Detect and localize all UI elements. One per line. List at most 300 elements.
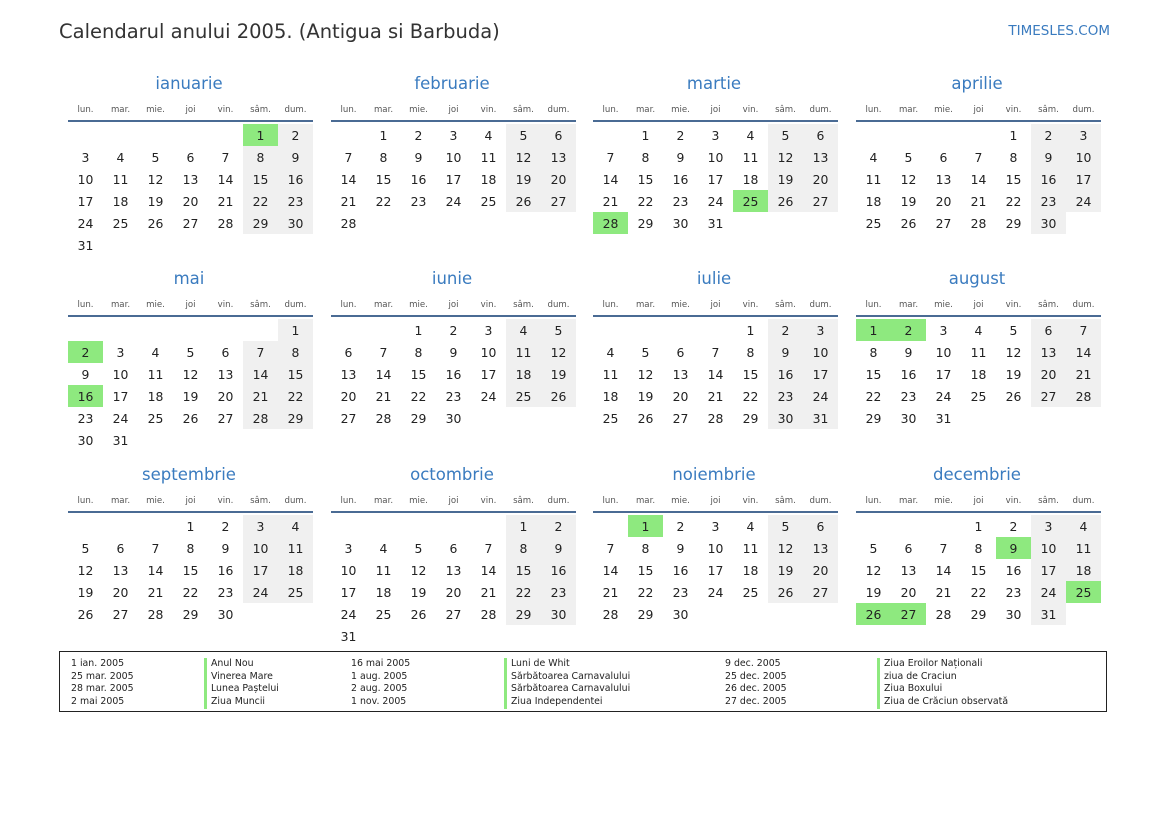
weekday-label: dum. [284, 300, 307, 310]
day-cell: 19 [506, 168, 541, 190]
weekday-label: mar. [373, 105, 394, 115]
day-cell: 23 [217, 584, 234, 600]
day-cell: 7 [151, 540, 160, 556]
day-cell: 19 [900, 193, 917, 209]
day-cell: 3 [711, 518, 720, 534]
day-cell: 15 [182, 562, 199, 578]
day-cell: 1 [1009, 127, 1018, 143]
day-cell: 13 [541, 146, 576, 168]
day-cell: 9 [221, 540, 230, 556]
empty-cell [138, 515, 173, 537]
day-cell: 17 [445, 171, 462, 187]
weekday-header [68, 100, 314, 120]
holiday-day-cell: 1 [856, 319, 891, 341]
day-cell: 20 [182, 193, 199, 209]
weekday-label: lun. [340, 300, 357, 310]
month-calendar [331, 268, 577, 429]
empty-cell [401, 515, 436, 537]
weekday-label: dum. [547, 105, 570, 115]
day-cell: 5 [81, 540, 90, 556]
empty-cell [593, 515, 628, 537]
day-cell: 22 [637, 584, 654, 600]
weekday-header [856, 491, 1102, 511]
legend-date: 2 mai 2005 [71, 696, 125, 708]
day-cell: 6 [344, 344, 353, 360]
weekday-label: dum. [809, 496, 832, 506]
day-cell: 17 [340, 584, 357, 600]
day-cell: 19 [637, 388, 654, 404]
holiday-day-cell: 26 [856, 603, 891, 625]
day-cell: 18 [865, 193, 882, 209]
month-name: aprilie [951, 74, 1003, 93]
day-cell: 16 [217, 562, 234, 578]
day-cell: 2 [541, 515, 576, 537]
day-grid [856, 515, 1102, 625]
day-cell: 15 [1005, 171, 1022, 187]
day-cell: 12 [637, 366, 654, 382]
weekday-label: mie. [934, 105, 953, 115]
month-name: iulie [696, 269, 732, 288]
day-cell: 30 [672, 606, 689, 622]
day-cell: 25 [112, 215, 129, 231]
header-rule [68, 511, 313, 513]
day-cell: 20 [217, 388, 234, 404]
legend-holiday: Luni de Whit [504, 658, 630, 671]
weekday-label: mar. [110, 496, 131, 506]
day-cell: 10 [480, 344, 497, 360]
empty-cell [208, 319, 243, 341]
day-cell: 7 [221, 149, 230, 165]
day-cell: 6 [221, 344, 230, 360]
day-cell: 30 [445, 410, 462, 426]
day-cell: 11 [375, 562, 392, 578]
day-cell: 6 [1031, 319, 1066, 341]
weekday-label: vin. [742, 105, 759, 115]
empty-cell [331, 515, 366, 537]
day-cell: 16 [410, 171, 427, 187]
weekday-label: mie. [146, 496, 165, 506]
day-cell: 23 [900, 388, 917, 404]
day-cell: 30 [541, 603, 576, 625]
weekday-label: lun. [77, 496, 94, 506]
legend-holiday: Ziua Independentei [504, 696, 630, 709]
day-cell: 15 [970, 562, 987, 578]
weekday-label: dum. [1072, 300, 1095, 310]
day-cell: 25 [742, 584, 759, 600]
day-cell: 14 [602, 562, 619, 578]
day-cell: 20 [1031, 363, 1066, 385]
empty-cell [68, 319, 103, 341]
day-cell: 26 [637, 410, 654, 426]
day-grid [331, 319, 577, 429]
month-name: ianuarie [155, 74, 223, 93]
day-cell: 20 [340, 388, 357, 404]
weekday-label: sâm. [513, 496, 534, 506]
day-cell: 16 [278, 168, 313, 190]
legend-dates-col-3 [725, 658, 787, 709]
day-cell: 24 [445, 193, 462, 209]
legend-date: 9 dec. 2005 [725, 658, 781, 669]
day-cell: 20 [803, 559, 838, 581]
day-cell: 19 [147, 193, 164, 209]
holiday-day-cell: 16 [68, 385, 103, 407]
day-cell: 2 [768, 319, 803, 341]
day-cell: 14 [970, 171, 987, 187]
weekday-label: joi [185, 496, 196, 506]
day-cell: 7 [344, 149, 353, 165]
legend-date: 25 dec. 2005 [725, 670, 787, 682]
day-cell: 31 [803, 407, 838, 429]
weekday-label: joi [710, 300, 721, 310]
day-cell: 31 [1031, 603, 1066, 625]
legend-holiday: Ziua Eroilor Naționali [877, 658, 1008, 671]
weekday-label: sâm. [250, 105, 271, 115]
day-cell: 18 [742, 562, 759, 578]
day-cell: 5 [869, 540, 878, 556]
day-cell: 2 [676, 127, 685, 143]
day-cell: 18 [480, 171, 497, 187]
day-cell: 26 [182, 410, 199, 426]
day-cell: 14 [1066, 341, 1101, 363]
weekday-label: lun. [865, 496, 882, 506]
day-cell: 3 [344, 540, 353, 556]
empty-cell [243, 319, 278, 341]
weekday-label: dum. [547, 496, 570, 506]
day-cell: 23 [768, 385, 803, 407]
day-cell: 11 [602, 366, 619, 382]
month-calendar [856, 73, 1102, 234]
legend-holiday: Ziua de Crăciun observată [877, 696, 1008, 709]
day-cell: 5 [768, 124, 803, 146]
weekday-header [593, 295, 839, 315]
legend-date: 1 aug. 2005 [351, 670, 408, 682]
day-cell: 5 [768, 515, 803, 537]
day-cell: 2 [449, 322, 458, 338]
day-cell: 21 [970, 193, 987, 209]
day-cell: 2 [676, 518, 685, 534]
day-cell: 24 [243, 581, 278, 603]
weekday-label: lun. [865, 300, 882, 310]
legend-holiday: Anul Nou [204, 658, 279, 671]
day-cell: 30 [1005, 606, 1022, 622]
day-cell: 29 [970, 606, 987, 622]
empty-cell [663, 319, 698, 341]
day-cell: 12 [182, 366, 199, 382]
day-cell: 2 [1031, 124, 1066, 146]
month-calendar [856, 464, 1102, 625]
holiday-day-cell: 2 [891, 319, 926, 341]
day-cell: 2 [1009, 518, 1018, 534]
day-cell: 2 [221, 518, 230, 534]
day-cell: 6 [803, 124, 838, 146]
day-cell: 8 [243, 146, 278, 168]
day-cell: 27 [803, 581, 838, 603]
day-cell: 15 [506, 559, 541, 581]
day-cell: 30 [768, 407, 803, 429]
weekday-label: mie. [671, 105, 690, 115]
weekday-label: mar. [635, 300, 656, 310]
day-cell: 22 [970, 584, 987, 600]
day-cell: 5 [186, 344, 195, 360]
day-cell: 10 [445, 149, 462, 165]
day-cell: 24 [803, 385, 838, 407]
day-cell: 10 [707, 540, 724, 556]
legend-holiday: ziua de Craciun [877, 671, 1008, 684]
legend-date: 25 mar. 2005 [71, 670, 134, 682]
day-cell: 2 [278, 124, 313, 146]
empty-cell [961, 124, 996, 146]
legend-holiday: Vinerea Mare [204, 671, 279, 684]
day-cell: 21 [602, 584, 619, 600]
weekday-label: vin. [217, 105, 234, 115]
weekday-label: joi [973, 496, 984, 506]
day-cell: 15 [637, 562, 654, 578]
day-cell: 7 [606, 540, 615, 556]
day-cell: 7 [939, 540, 948, 556]
weekday-label: joi [973, 300, 984, 310]
weekday-label: mar. [635, 496, 656, 506]
weekday-label: vin. [1005, 496, 1022, 506]
weekday-label: joi [448, 496, 459, 506]
empty-cell [593, 124, 628, 146]
day-cell: 16 [541, 559, 576, 581]
day-cell: 17 [112, 388, 129, 404]
day-cell: 18 [112, 193, 129, 209]
weekday-header [331, 100, 577, 120]
day-cell: 7 [484, 540, 493, 556]
weekday-label: joi [185, 300, 196, 310]
weekday-label: joi [710, 496, 721, 506]
day-cell: 22 [243, 190, 278, 212]
day-cell: 25 [480, 193, 497, 209]
weekday-label: mie. [146, 105, 165, 115]
day-cell: 17 [1031, 559, 1066, 581]
empty-cell [436, 515, 471, 537]
weekday-header [593, 491, 839, 511]
day-cell: 31 [707, 215, 724, 231]
weekday-label: vin. [217, 496, 234, 506]
weekday-label: vin. [742, 300, 759, 310]
month-calendar [593, 268, 839, 429]
weekday-label: dum. [284, 105, 307, 115]
day-cell: 14 [375, 366, 392, 382]
day-cell: 26 [541, 385, 576, 407]
month-calendar [331, 464, 577, 647]
day-cell: 4 [506, 319, 541, 341]
day-cell: 19 [541, 363, 576, 385]
day-cell: 12 [147, 171, 164, 187]
day-cell: 19 [768, 168, 803, 190]
weekday-label: sâm. [250, 496, 271, 506]
weekday-label: joi [448, 105, 459, 115]
weekday-label: mie. [409, 105, 428, 115]
day-cell: 6 [116, 540, 125, 556]
month-name: august [948, 269, 1006, 288]
day-cell: 22 [278, 385, 313, 407]
weekday-label: joi [710, 105, 721, 115]
day-cell: 31 [77, 237, 94, 253]
day-cell: 20 [803, 168, 838, 190]
empty-cell [856, 515, 891, 537]
day-cell: 12 [410, 562, 427, 578]
day-cell: 19 [865, 584, 882, 600]
day-cell: 23 [1005, 584, 1022, 600]
day-cell: 17 [480, 366, 497, 382]
weekday-label: sâm. [775, 300, 796, 310]
day-cell: 18 [602, 388, 619, 404]
day-cell: 26 [768, 581, 803, 603]
page-title: Calendarul anului 2005. (Antigua si Barbuda) [59, 20, 500, 43]
holiday-day-cell: 1 [243, 124, 278, 146]
day-cell: 27 [112, 606, 129, 622]
day-cell: 31 [340, 628, 357, 644]
holiday-day-cell: 27 [891, 603, 926, 625]
day-cell: 18 [742, 171, 759, 187]
legend-dates-col-1 [71, 658, 134, 709]
weekday-label: lun. [340, 496, 357, 506]
day-cell: 27 [672, 410, 689, 426]
legend-holiday: Sărbătoarea Carnavalului [504, 683, 630, 696]
day-grid [856, 319, 1102, 429]
weekday-label: mar. [373, 300, 394, 310]
day-cell: 29 [410, 410, 427, 426]
legend-holiday: Ziua Boxului [877, 683, 1008, 696]
day-cell: 29 [1005, 215, 1022, 231]
day-cell: 25 [278, 581, 313, 603]
day-cell: 21 [707, 388, 724, 404]
day-cell: 4 [974, 322, 983, 338]
weekday-label: mar. [898, 300, 919, 310]
day-cell: 18 [970, 366, 987, 382]
weekday-label: lun. [77, 300, 94, 310]
legend-date: 26 dec. 2005 [725, 683, 787, 695]
month-calendar [68, 464, 314, 625]
day-cell: 24 [1031, 581, 1066, 603]
legend-date: 16 mai 2005 [351, 658, 411, 669]
day-cell: 4 [869, 149, 878, 165]
empty-cell [366, 319, 401, 341]
header-rule [593, 511, 838, 513]
day-cell: 19 [182, 388, 199, 404]
day-cell: 21 [935, 584, 952, 600]
empty-cell [926, 515, 961, 537]
day-cell: 21 [217, 193, 234, 209]
day-cell: 7 [379, 344, 388, 360]
day-cell: 13 [935, 171, 952, 187]
site-link[interactable]: TIMESLES.COM [1008, 23, 1110, 39]
day-cell: 22 [637, 193, 654, 209]
weekday-label: lun. [340, 105, 357, 115]
day-cell: 14 [217, 171, 234, 187]
day-cell: 23 [278, 190, 313, 212]
day-cell: 15 [865, 366, 882, 382]
month-calendar [68, 268, 314, 451]
month-name: martie [686, 74, 742, 93]
legend-date: 28 mar. 2005 [71, 683, 134, 695]
weekday-label: mar. [110, 300, 131, 310]
day-cell: 26 [1005, 388, 1022, 404]
day-grid [593, 124, 839, 234]
day-cell: 4 [746, 127, 755, 143]
header-rule [68, 120, 313, 122]
day-cell: 1 [974, 518, 983, 534]
day-grid [68, 124, 314, 256]
day-cell: 25 [865, 215, 882, 231]
weekday-label: dum. [1072, 496, 1095, 506]
day-cell: 3 [803, 319, 838, 341]
day-cell: 21 [340, 193, 357, 209]
day-cell: 10 [77, 171, 94, 187]
day-cell: 27 [803, 190, 838, 212]
day-cell: 25 [602, 410, 619, 426]
empty-cell [68, 124, 103, 146]
weekday-label: sâm. [1038, 105, 1059, 115]
day-cell: 9 [278, 146, 313, 168]
day-cell: 17 [1066, 168, 1101, 190]
weekday-label: lun. [602, 300, 619, 310]
day-cell: 9 [81, 366, 90, 382]
day-cell: 13 [900, 562, 917, 578]
day-cell: 30 [1031, 212, 1066, 234]
weekday-label: lun. [77, 105, 94, 115]
day-cell: 30 [672, 215, 689, 231]
day-cell: 19 [410, 584, 427, 600]
legend-holiday: Lunea Paștelui [204, 683, 279, 696]
day-cell: 6 [904, 540, 913, 556]
empty-cell [471, 515, 506, 537]
day-cell: 13 [1031, 341, 1066, 363]
weekday-label: sâm. [250, 300, 271, 310]
day-cell: 13 [803, 537, 838, 559]
day-cell: 23 [1031, 190, 1066, 212]
day-cell: 28 [1066, 385, 1101, 407]
day-cell: 15 [637, 171, 654, 187]
day-cell: 5 [151, 149, 160, 165]
day-cell: 4 [746, 518, 755, 534]
day-cell: 16 [1031, 168, 1066, 190]
day-cell: 6 [803, 515, 838, 537]
day-cell: 7 [974, 149, 983, 165]
weekday-label: vin. [217, 300, 234, 310]
weekday-label: mie. [934, 300, 953, 310]
day-cell: 3 [1066, 124, 1101, 146]
day-cell: 3 [711, 127, 720, 143]
empty-cell [366, 515, 401, 537]
weekday-header [593, 100, 839, 120]
day-cell: 26 [506, 190, 541, 212]
empty-cell [68, 515, 103, 537]
weekday-label: mie. [671, 300, 690, 310]
day-cell: 3 [243, 515, 278, 537]
day-cell: 27 [1031, 385, 1066, 407]
day-cell: 26 [410, 606, 427, 622]
day-cell: 12 [77, 562, 94, 578]
day-cell: 27 [541, 190, 576, 212]
day-cell: 28 [480, 606, 497, 622]
holiday-legend [59, 651, 1107, 712]
day-cell: 19 [1005, 366, 1022, 382]
day-cell: 5 [414, 540, 423, 556]
holiday-day-cell: 28 [593, 212, 628, 234]
day-grid [331, 515, 577, 647]
month-name: decembrie [933, 465, 1021, 484]
day-cell: 3 [81, 149, 90, 165]
empty-cell [138, 319, 173, 341]
day-cell: 4 [1066, 515, 1101, 537]
day-cell: 28 [935, 606, 952, 622]
weekday-label: mie. [409, 300, 428, 310]
weekday-label: dum. [809, 105, 832, 115]
